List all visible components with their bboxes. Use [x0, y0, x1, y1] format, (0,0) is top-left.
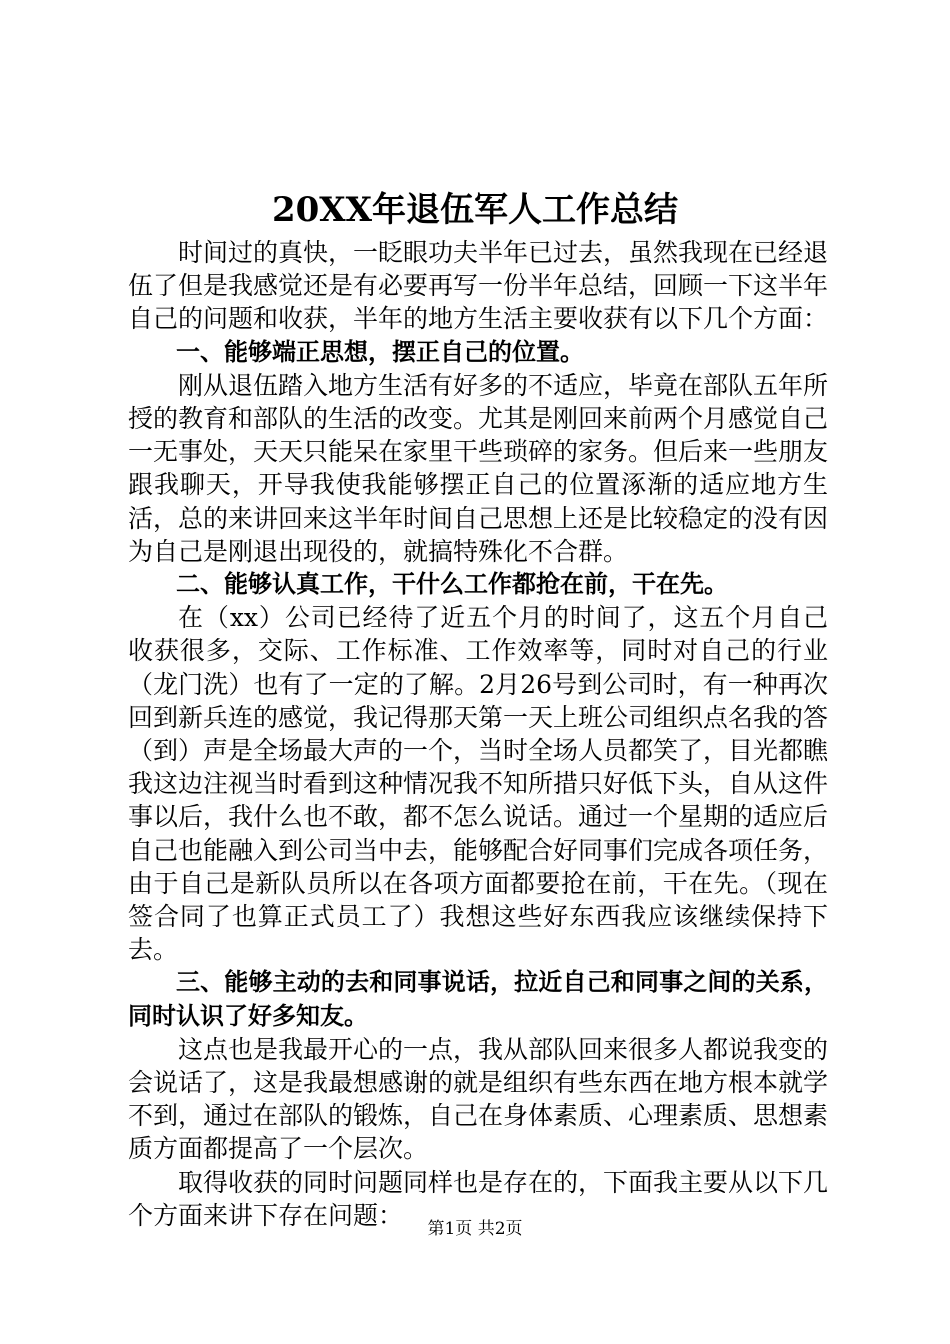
- document-body: [128, 236, 828, 1232]
- section-heading-1: 一、能够端正思想，摆正自己的位置。: [176, 337, 584, 366]
- paragraph-section-1: 刚从退伍踏入地方生活有好多的不适应，毕竟在部队五年所授的教育和部队的生活的改变。尤其是刚回来前两个月感觉自己一无事处，天天只能呆在家里干些琐碎的家务。但后来一些朋友跟我聊天，开导我使我能够摆正自己的位置涿渐的适应地方生活，总的来讲回来这半年时间自己思想上还是比较稳定的没有因为自己是刚退出现役的，就搞特殊化不合群。: [128, 370, 829, 566]
- document-title: 20XX年退伍军人工作总结: [271, 190, 679, 230]
- section-heading-3: 三、能够主动的去和同事说话，拉近自己和同事之间的关系，同时认识了好多知友。: [128, 968, 828, 1030]
- section-heading-2: 二、能够认真工作，干什么工作都抢在前，干在先。: [176, 570, 728, 599]
- paragraph-intro: 时间过的真快，一眨眼功夫半年已过去，虽然我现在已经退伍了但是我感觉还是有必要再写一份半年总结，回顾一下这半年自己的问题和收获，半年的地方生活主要收获有以下几个方面：: [128, 238, 829, 334]
- page-number-footer: 第1页 共2页: [427, 1219, 523, 1239]
- paragraph-section-3: 这点也是我最开心的一点，我从部队回来很多人都说我变的会说话了，这是我最想感谢的就是组织有些东西在地方根本就学不到，通过在部队的锻炼，自己在身体素质、心理素质、思想素质方面都提高了一个层次。: [128, 1034, 829, 1164]
- paragraph-problems-intro: 取得收获的同时问题同样也是存在的，下面我主要从以下几个方面来讲下存在问题：: [128, 1167, 829, 1230]
- paragraph-section-2: 在（xx）公司已经待了近五个月的时间了，这五个月自己收获很多，交际、工作标准、工作效率等，同时对自己的行业（龙门洗）也有了一定的了解。2月26号到公司时，有一种再次回到新兵连的感觉，我记得那天第一天上班公司组织点名我的答（到）声是全场最大声的一个，当时全场人员都笑了，目光都瞧我这边注视当时看到这种情况我不知所措只好低下头，自从这件事以后，我什么也不敢，都不怎么说话。通过一个星期的适应后自己也能融入到公司当中去，能够配合好同事们完成各项任务，由于自己是新队员所以在各项方面都要抢在前，干在先。（现在签合同了也算正式员工了）我想这些好东西我应该继续保持下去。: [128, 603, 829, 965]
